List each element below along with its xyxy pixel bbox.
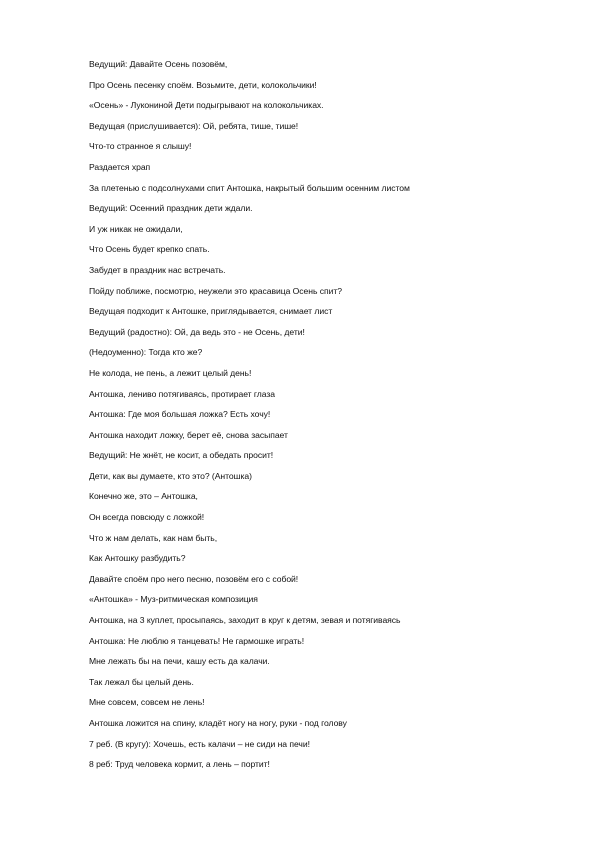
- text-line: Раздается храп: [89, 161, 151, 172]
- text-line: 8 реб: Труд человека кормит, а лень – портит!: [89, 759, 270, 770]
- text-line: Ведущая (прислушивается): Ой, ребята, тише, тише!: [89, 120, 299, 131]
- text-line: «Осень» - Лукониной Дети подыгрывают на колокольчиках.: [89, 100, 324, 111]
- text-line: Что ж нам делать, как нам быть,: [89, 532, 218, 543]
- text-line: Ведущий (радостно): Ой, да ведь это - не Осень, дети!: [89, 326, 305, 337]
- text-line: Ведущая подходит к Антошке, приглядывается, снимает лист: [89, 306, 333, 317]
- text-line: Антошка: Не люблю я танцевать! Не гармошке играть!: [89, 635, 305, 646]
- script-text: [89, 54, 569, 775]
- text-line: Дети, как вы думаете, кто это? (Антошка): [89, 470, 252, 481]
- text-line: Что-то странное я слышу!: [89, 141, 192, 152]
- text-line: Давайте споём про него песню, позовём его с собой!: [89, 573, 299, 584]
- text-line: Как Антошку разбудить?: [89, 553, 186, 564]
- text-line: 7 реб. (В кругу): Хочешь, есть калачи – не сиди на печи!: [89, 738, 310, 749]
- text-line: Ведущий: Не жнёт, не косит, а обедать просит!: [89, 450, 274, 461]
- text-line: Антошка, на 3 куплет, просыпаясь, заходит в круг к детям, зевая и потягиваясь: [89, 615, 401, 626]
- text-line: За плетенью с подсолнухами спит Антошка, накрытый большим осенним листом: [89, 182, 410, 193]
- text-line: Мне лежать бы на печи, кашу есть да калачи.: [89, 656, 270, 667]
- text-line: Ведущий: Давайте Осень позовём,: [89, 59, 228, 69]
- text-line: Забудет в праздник нас встречать.: [89, 264, 226, 275]
- text-line: Мне совсем, совсем не лень!: [89, 697, 205, 708]
- text-line: Пойду поближе, посмотрю, неужели это красавица Осень спит?: [89, 285, 342, 296]
- text-line: Антошка, лениво потягиваясь, протирает глаза: [89, 388, 275, 399]
- text-line: Антошка: Где моя большая ложка? Есть хочу!: [89, 409, 271, 420]
- text-line: И уж никак не ожидали,: [89, 223, 183, 234]
- text-line: Антошка находит ложку, берет её, снова засыпает: [89, 429, 288, 440]
- text-line: Конечно же, это – Антошка,: [89, 491, 198, 502]
- text-line: Не колода, не пень, а лежит целый день!: [89, 367, 252, 378]
- text-line: Он всегда повсюду с ложкой!: [89, 512, 205, 523]
- text-line: Антошка ложится на спину, кладёт ногу на ногу, руки - под голову: [89, 718, 347, 728]
- text-line: Ведущий: Осенний праздник дети ждали.: [89, 203, 253, 214]
- text-line: Так лежал бы целый день.: [89, 676, 194, 687]
- text-line: (Недоуменно): Тогда кто же?: [89, 347, 203, 358]
- text-line: «Антошка» - Муз-ритмическая композиция: [89, 594, 258, 605]
- text-line: Про Осень песенку споём. Возьмите, дети, колокольчики!: [89, 79, 317, 90]
- text-line: Что Осень будет крепко спать.: [89, 244, 210, 255]
